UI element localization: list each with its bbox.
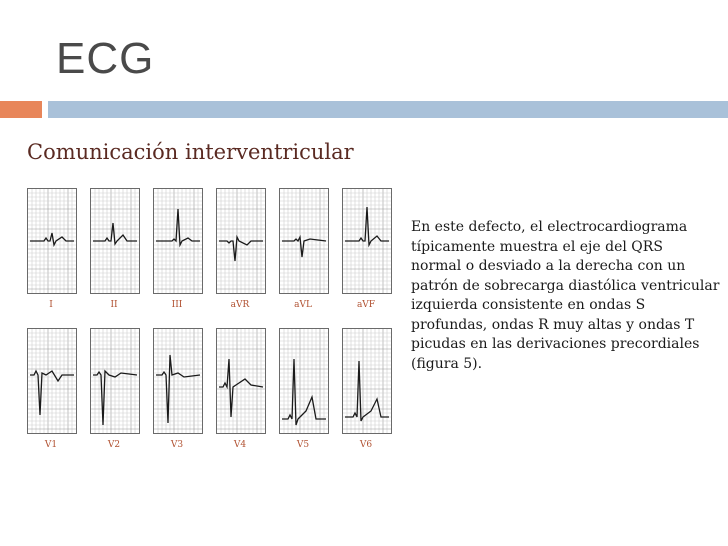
- ecg-panel: [342, 328, 392, 434]
- ecg-panel: [216, 188, 266, 294]
- description-line: normal o desviado a la derecha con un: [411, 258, 686, 274]
- description-line: izquierda consistente en ondas S: [411, 297, 646, 313]
- description-line: (figura 5).: [411, 355, 483, 372]
- accent-bar: [48, 101, 728, 118]
- lead-label: I: [49, 300, 53, 310]
- ecg-panel: [216, 328, 266, 434]
- lead-label: aVR: [230, 300, 250, 310]
- lead-label: aVF: [356, 300, 376, 310]
- ecg-panel: [279, 188, 329, 294]
- lead-label: V4: [233, 440, 247, 450]
- ecg-tracing: [343, 329, 391, 433]
- figure-heading: Comunicación interventricular: [27, 140, 354, 164]
- lead-label: II: [110, 300, 118, 310]
- lead-label: V6: [359, 440, 373, 450]
- ecg-panel: [342, 188, 392, 294]
- description-line: En este defecto, el electrocardiograma: [411, 219, 688, 235]
- ecg-tracing: [28, 329, 76, 433]
- ecg-panel: [153, 188, 203, 294]
- ecg-tracing: [91, 189, 139, 293]
- ecg-panel: [279, 328, 329, 434]
- ecg-panel: [27, 188, 77, 294]
- description-text: [411, 218, 720, 374]
- lead-label: V3: [170, 440, 184, 450]
- lead-label: aVL: [294, 300, 312, 310]
- description-line: picudas en las derivaciones precordiales: [411, 336, 700, 352]
- description-line: profundas, ondas R muy altas y ondas T: [411, 316, 695, 333]
- ecg-tracing: [343, 189, 391, 293]
- ecg-panel: [27, 328, 77, 434]
- ecg-tracing: [154, 329, 202, 433]
- lead-label: V1: [44, 440, 58, 450]
- lead-label: III: [171, 300, 183, 310]
- ecg-tracing: [154, 189, 202, 293]
- description-line: típicamente muestra el eje del QRS: [411, 238, 663, 255]
- ecg-tracing: [280, 189, 328, 293]
- ecg-panel: [153, 328, 203, 434]
- ecg-tracing: [280, 329, 328, 433]
- ecg-tracing: [217, 189, 265, 293]
- description-line: patrón de sobrecarga diastólica ventricular: [411, 277, 720, 294]
- lead-label: V2: [107, 440, 121, 450]
- ecg-panel: [90, 328, 140, 434]
- ecg-tracing: [217, 329, 265, 433]
- slide-title: ECG: [56, 34, 155, 83]
- accent-block: [0, 101, 42, 118]
- ecg-tracing: [91, 329, 139, 433]
- ecg-tracing: [28, 189, 76, 293]
- ecg-panel: [90, 188, 140, 294]
- lead-label: V5: [296, 440, 310, 450]
